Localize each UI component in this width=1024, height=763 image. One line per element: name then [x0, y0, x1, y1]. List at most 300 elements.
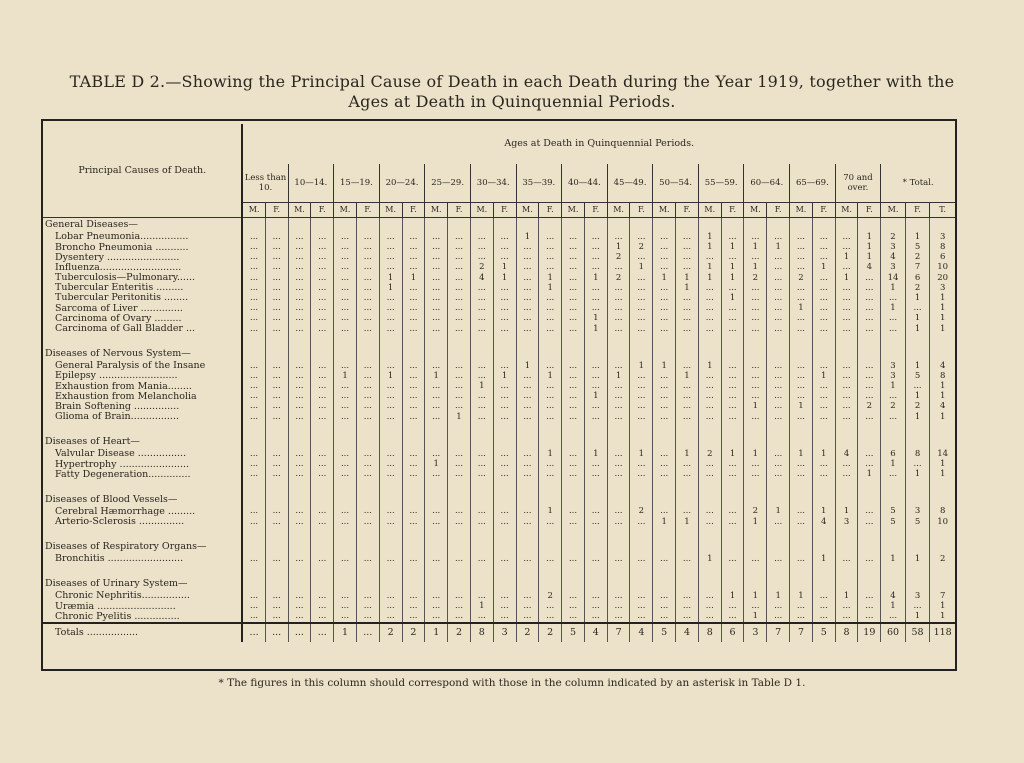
data-cell — [288, 564, 311, 577]
data-cell: ... — [516, 263, 539, 273]
data-cell: 3 — [881, 263, 906, 273]
data-cell: ... — [653, 381, 676, 391]
cause-label: Dysentery ........................ — [43, 252, 242, 262]
data-cell: ... — [698, 324, 721, 334]
data-cell: ... — [698, 314, 721, 324]
data-cell: ... — [242, 303, 265, 313]
data-cell: ... — [402, 554, 425, 564]
data-cell: ... — [356, 469, 379, 479]
data-cell: 1 — [930, 314, 955, 324]
data-cell: ... — [858, 381, 881, 391]
cause-label: Tubercular Enteritis ......... — [43, 283, 242, 293]
data-cell: ... — [311, 402, 334, 412]
data-cell: 1 — [379, 371, 402, 381]
data-cell — [288, 334, 311, 347]
data-cell: 1 — [721, 263, 744, 273]
data-cell: ... — [242, 517, 265, 527]
total-cell: 5 — [562, 623, 585, 642]
data-cell: 8 — [930, 371, 955, 381]
data-cell: ... — [356, 242, 379, 252]
data-cell: ... — [790, 242, 813, 252]
data-cell: ... — [516, 381, 539, 391]
data-cell: ... — [470, 314, 493, 324]
data-cell — [930, 540, 955, 554]
data-cell: ... — [356, 507, 379, 517]
data-cell — [812, 577, 835, 591]
data-cell — [676, 493, 699, 507]
data-cell: 1 — [835, 252, 858, 262]
male-subheader: M. — [516, 203, 539, 218]
data-cell: 1 — [767, 591, 790, 601]
data-cell: ... — [676, 402, 699, 412]
data-cell — [425, 334, 448, 347]
data-cell: 6 — [905, 273, 930, 283]
data-cell: 2 — [881, 232, 906, 242]
data-cell — [265, 540, 288, 554]
data-cell: ... — [630, 273, 653, 283]
data-cell — [379, 422, 402, 435]
data-cell — [516, 564, 539, 577]
data-cell: ... — [402, 263, 425, 273]
data-cell: ... — [470, 391, 493, 401]
data-cell: 1 — [905, 361, 930, 371]
data-cell: ... — [721, 391, 744, 401]
data-cell: ... — [425, 232, 448, 242]
data-cell: ... — [425, 314, 448, 324]
data-cell — [311, 334, 334, 347]
data-cell — [379, 480, 402, 493]
data-cell: ... — [242, 591, 265, 601]
data-cell: ... — [516, 402, 539, 412]
data-cell — [242, 334, 265, 347]
category-label: Diseases of Blood Vessels— — [43, 493, 242, 507]
female-subheader: F. — [584, 203, 607, 218]
data-cell: ... — [812, 459, 835, 469]
data-cell: ... — [356, 273, 379, 283]
data-cell — [334, 480, 357, 493]
data-cell — [334, 493, 357, 507]
data-cell — [265, 577, 288, 591]
data-cell — [584, 493, 607, 507]
total-cell: 2 — [402, 623, 425, 642]
data-cell: ... — [721, 361, 744, 371]
data-cell — [767, 480, 790, 493]
data-cell: 5 — [881, 517, 906, 527]
data-cell: ... — [744, 252, 767, 262]
data-cell: ... — [630, 517, 653, 527]
data-cell — [835, 564, 858, 577]
female-subheader: F. — [356, 203, 379, 218]
data-cell: 1 — [744, 242, 767, 252]
data-cell: 1 — [539, 449, 562, 459]
data-cell: 1 — [470, 381, 493, 391]
data-cell: ... — [767, 232, 790, 242]
total-cell: 1 — [425, 623, 448, 642]
data-cell: ... — [812, 252, 835, 262]
data-cell: 6 — [930, 252, 955, 262]
data-cell: ... — [334, 361, 357, 371]
data-cell: ... — [334, 324, 357, 334]
data-cell: ... — [790, 263, 813, 273]
data-cell — [493, 493, 516, 507]
data-cell: ... — [334, 507, 357, 517]
data-cell — [744, 564, 767, 577]
data-cell — [812, 540, 835, 554]
data-cell: ... — [288, 381, 311, 391]
data-cell: ... — [288, 591, 311, 601]
data-cell — [881, 480, 906, 493]
data-cell — [562, 480, 585, 493]
data-cell — [607, 218, 630, 233]
data-cell — [653, 493, 676, 507]
table-row — [43, 283, 955, 293]
data-cell — [402, 218, 425, 233]
data-cell: ... — [721, 601, 744, 611]
data-cell: ... — [470, 412, 493, 422]
data-cell — [881, 435, 906, 449]
data-cell: 1 — [676, 273, 699, 283]
data-cell: ... — [448, 303, 471, 313]
total-cell: 4 — [630, 623, 653, 642]
data-cell: ... — [653, 283, 676, 293]
data-cell: ... — [653, 459, 676, 469]
total-cell: 7 — [607, 623, 630, 642]
data-cell: ... — [356, 371, 379, 381]
data-cell: ... — [470, 293, 493, 303]
data-cell: 2 — [607, 252, 630, 262]
data-cell: ... — [242, 402, 265, 412]
data-cell — [630, 577, 653, 591]
data-cell: ... — [767, 412, 790, 422]
data-cell — [584, 577, 607, 591]
data-cell: 1 — [930, 469, 955, 479]
data-cell — [767, 422, 790, 435]
data-cell — [562, 493, 585, 507]
data-cell: ... — [630, 381, 653, 391]
data-cell: 1 — [744, 612, 767, 623]
data-cell — [311, 577, 334, 591]
data-cell — [930, 422, 955, 435]
data-cell: ... — [265, 314, 288, 324]
table-row — [43, 324, 955, 334]
male-subheader: M. — [881, 203, 906, 218]
data-cell: ... — [448, 391, 471, 401]
data-cell — [721, 334, 744, 347]
data-cell: 1 — [630, 361, 653, 371]
total-cell: ... — [242, 623, 265, 642]
data-cell: ... — [265, 293, 288, 303]
data-cell: ... — [698, 412, 721, 422]
data-cell: ... — [881, 324, 906, 334]
data-cell — [356, 493, 379, 507]
data-cell: ... — [630, 324, 653, 334]
data-cell: ... — [744, 314, 767, 324]
data-cell: ... — [584, 601, 607, 611]
data-cell — [790, 480, 813, 493]
data-cell: ... — [653, 402, 676, 412]
data-cell: ... — [379, 252, 402, 262]
table-row — [43, 371, 955, 381]
data-cell: ... — [311, 263, 334, 273]
ages-header: Ages at Death in Quinquennial Periods. — [504, 138, 695, 150]
male-subheader: M. — [562, 203, 585, 218]
data-cell: ... — [812, 402, 835, 412]
data-cell: ... — [448, 371, 471, 381]
data-cell — [858, 577, 881, 591]
data-cell: ... — [379, 412, 402, 422]
data-cell: ... — [311, 507, 334, 517]
data-cell — [311, 480, 334, 493]
data-cell: ... — [767, 459, 790, 469]
data-cell — [311, 435, 334, 449]
data-cell: ... — [311, 517, 334, 527]
causes-header: Principal Causes of Death. — [43, 124, 242, 218]
data-cell — [835, 347, 858, 361]
data-cell: 1 — [676, 517, 699, 527]
data-cell: ... — [425, 507, 448, 517]
data-cell: 1 — [858, 469, 881, 479]
data-cell: ... — [311, 361, 334, 371]
data-cell: ... — [721, 371, 744, 381]
data-cell: 14 — [930, 449, 955, 459]
data-cell — [676, 422, 699, 435]
data-cell: ... — [288, 361, 311, 371]
data-cell — [493, 435, 516, 449]
footnote: * The figures in this column should correspond with those in the column indicated by an asterisk in Table D 1. — [218, 677, 806, 689]
data-cell: ... — [311, 459, 334, 469]
data-cell — [607, 577, 630, 591]
data-cell: ... — [288, 232, 311, 242]
data-cell: ... — [653, 554, 676, 564]
data-cell: ... — [288, 391, 311, 401]
data-cell — [676, 577, 699, 591]
cause-label: Exhaustion from Melancholia — [43, 391, 242, 401]
data-cell: 1 — [630, 263, 653, 273]
data-cell: 1 — [516, 232, 539, 242]
data-cell — [584, 564, 607, 577]
data-cell: ... — [790, 507, 813, 517]
data-cell — [744, 527, 767, 540]
data-cell: ... — [539, 381, 562, 391]
data-cell: ... — [607, 303, 630, 313]
data-cell: ... — [379, 612, 402, 623]
data-cell: ... — [288, 469, 311, 479]
data-cell — [607, 347, 630, 361]
data-cell: ... — [835, 314, 858, 324]
data-cell — [539, 334, 562, 347]
data-cell: ... — [356, 293, 379, 303]
age-group-header: 45—49. — [607, 164, 653, 203]
data-cell — [470, 334, 493, 347]
total-cell: 118 — [930, 623, 955, 642]
data-cell: ... — [539, 303, 562, 313]
data-cell: ... — [676, 391, 699, 401]
data-cell: ... — [425, 469, 448, 479]
data-cell — [676, 480, 699, 493]
data-cell — [584, 218, 607, 233]
data-cell — [265, 480, 288, 493]
data-cell: ... — [470, 554, 493, 564]
data-cell: ... — [744, 391, 767, 401]
data-cell: ... — [630, 402, 653, 412]
data-cell: ... — [242, 324, 265, 334]
data-cell: ... — [812, 273, 835, 283]
data-cell: ... — [584, 381, 607, 391]
data-cell: ... — [402, 361, 425, 371]
data-cell: ... — [448, 263, 471, 273]
data-cell: ... — [334, 391, 357, 401]
data-cell — [516, 218, 539, 233]
data-cell — [448, 577, 471, 591]
data-cell: ... — [698, 371, 721, 381]
data-cell: ... — [835, 412, 858, 422]
data-cell — [881, 422, 906, 435]
data-cell: ... — [653, 391, 676, 401]
spacer-row — [43, 564, 955, 577]
data-cell: ... — [356, 232, 379, 242]
data-cell: ... — [630, 412, 653, 422]
data-cell — [311, 218, 334, 233]
data-cell — [265, 422, 288, 435]
data-cell: 1 — [584, 449, 607, 459]
data-cell: ... — [790, 252, 813, 262]
data-cell — [721, 540, 744, 554]
data-cell — [311, 564, 334, 577]
male-subheader: M. — [334, 203, 357, 218]
data-cell: 1 — [676, 449, 699, 459]
data-cell: ... — [265, 303, 288, 313]
data-cell — [767, 527, 790, 540]
data-cell — [425, 347, 448, 361]
data-cell: 1 — [812, 263, 835, 273]
data-cell — [402, 540, 425, 554]
data-cell: ... — [835, 612, 858, 623]
data-cell — [562, 527, 585, 540]
data-cell: ... — [448, 252, 471, 262]
data-cell — [265, 347, 288, 361]
data-cell — [905, 334, 930, 347]
data-cell: ... — [653, 252, 676, 262]
data-cell: ... — [516, 283, 539, 293]
data-cell — [812, 564, 835, 577]
data-cell: ... — [379, 314, 402, 324]
data-cell — [448, 435, 471, 449]
total-subheader: T. — [930, 203, 955, 218]
data-cell: ... — [607, 283, 630, 293]
data-cell: 2 — [630, 507, 653, 517]
data-cell — [812, 527, 835, 540]
data-cell — [812, 435, 835, 449]
data-cell: ... — [653, 371, 676, 381]
data-cell: ... — [790, 612, 813, 623]
data-cell — [425, 435, 448, 449]
data-cell: ... — [721, 283, 744, 293]
age-group-header: 60—64. — [744, 164, 790, 203]
data-cell: ... — [698, 517, 721, 527]
data-cell — [562, 540, 585, 554]
data-cell: ... — [334, 469, 357, 479]
data-cell: ... — [584, 554, 607, 564]
data-cell: ... — [288, 554, 311, 564]
male-subheader: M. — [790, 203, 813, 218]
data-cell: ... — [676, 293, 699, 303]
cause-label: Arterio-Sclerosis ............... — [43, 517, 242, 527]
data-cell: ... — [790, 361, 813, 371]
data-cell: ... — [562, 303, 585, 313]
data-cell: ... — [425, 283, 448, 293]
data-cell — [242, 422, 265, 435]
total-cell: 4 — [676, 623, 699, 642]
data-cell: ... — [607, 232, 630, 242]
table-row — [43, 612, 955, 623]
data-cell — [288, 347, 311, 361]
data-cell — [379, 527, 402, 540]
data-cell — [425, 577, 448, 591]
data-cell: ... — [242, 507, 265, 517]
data-cell: ... — [311, 324, 334, 334]
data-cell: ... — [812, 361, 835, 371]
data-cell — [379, 347, 402, 361]
data-cell: 1 — [881, 303, 906, 313]
data-cell: 1 — [905, 469, 930, 479]
data-cell — [311, 422, 334, 435]
data-cell: ... — [653, 449, 676, 459]
data-cell: ... — [812, 283, 835, 293]
data-cell — [930, 347, 955, 361]
data-cell: ... — [653, 591, 676, 601]
data-cell: ... — [767, 283, 790, 293]
data-cell: ... — [835, 554, 858, 564]
data-cell: ... — [812, 303, 835, 313]
data-cell: ... — [265, 554, 288, 564]
data-cell: 3 — [881, 361, 906, 371]
data-cell: ... — [379, 507, 402, 517]
category-label: Diseases of Heart— — [43, 435, 242, 449]
data-cell: ... — [288, 412, 311, 422]
data-cell: ... — [698, 391, 721, 401]
data-cell: ... — [334, 283, 357, 293]
cause-label: Cerebral Hæmorrhage ......... — [43, 507, 242, 517]
data-cell: ... — [607, 381, 630, 391]
data-cell: 1 — [881, 459, 906, 469]
cause-label: Tubercular Peritonitis ........ — [43, 293, 242, 303]
data-cell: ... — [767, 469, 790, 479]
data-cell — [242, 577, 265, 591]
data-cell: ... — [630, 252, 653, 262]
data-cell: ... — [607, 459, 630, 469]
data-cell: ... — [470, 232, 493, 242]
data-cell: ... — [858, 303, 881, 313]
data-cell: ... — [812, 381, 835, 391]
data-cell — [584, 422, 607, 435]
table-row — [43, 412, 955, 422]
data-cell: ... — [539, 554, 562, 564]
data-cell: 1 — [584, 314, 607, 324]
data-cell: 8 — [930, 242, 955, 252]
data-cell: ... — [470, 283, 493, 293]
data-cell: ... — [790, 314, 813, 324]
data-cell — [607, 334, 630, 347]
data-cell: ... — [835, 371, 858, 381]
data-cell: ... — [630, 554, 653, 564]
age-group-header: 25—29. — [425, 164, 471, 203]
data-cell: ... — [425, 391, 448, 401]
title-line-2: Ages at Death in Quinquennial Periods. — [348, 92, 676, 111]
data-cell — [242, 540, 265, 554]
data-cell: ... — [767, 391, 790, 401]
data-cell: ... — [493, 303, 516, 313]
data-cell — [539, 540, 562, 554]
